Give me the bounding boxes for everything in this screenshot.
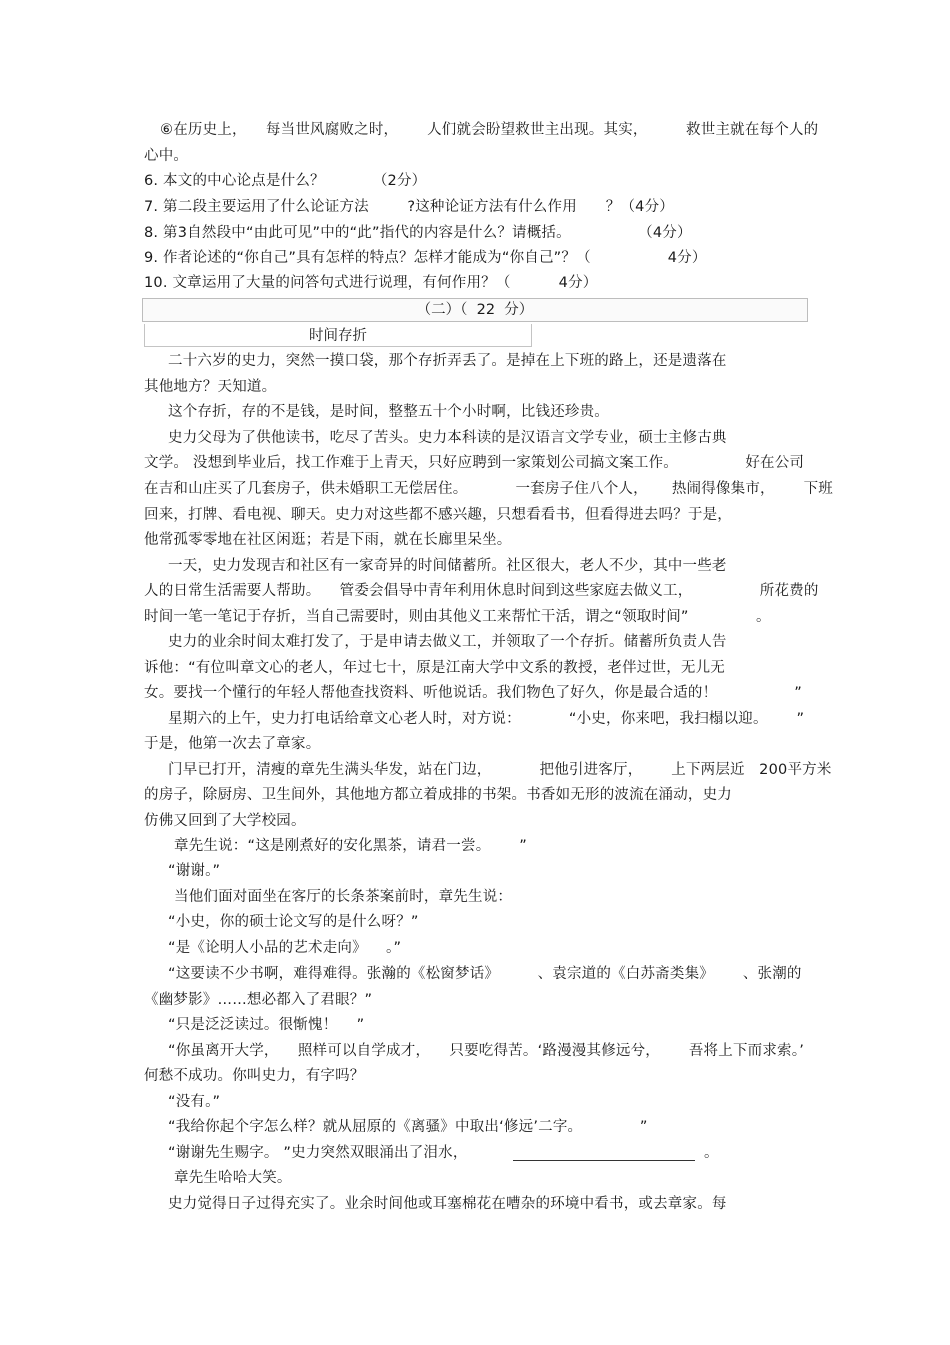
section-heading-bar	[142, 298, 808, 322]
story-line: “我给你起个字怎么样？就从屈原的《离骚》中取出‘修远’二字。 ”	[168, 1119, 648, 1135]
story-title: 时间存折	[309, 328, 367, 344]
story-line: “只是泛泛读过。很惭愧！ ”	[168, 1017, 365, 1033]
story-line: “没有。”	[168, 1094, 221, 1110]
story-line: 当他们面对面坐在客厅的长条茶案前时，章先生说：	[174, 889, 513, 905]
story-line: 于是，他第一次去了章家。	[144, 736, 321, 752]
story-line: “谢谢。”	[168, 863, 221, 879]
story-line: 门早已打开，清瘦的章先生满头华发，站在门边， 把他引进客厅， 上下两层近 200平方米	[168, 762, 832, 778]
story-line: 他常孤零零地在社区闲逛；若是下雨，就在长廊里呆坐。	[144, 532, 512, 548]
story-line: “是《论明人小品的艺术走向》 。”	[168, 940, 402, 956]
paragraph-6-line-1: ⑥在历史上， 每当世风腐败之时， 人们就会盼望救世主出现。其实， 救世主就在每个人的	[160, 122, 819, 138]
story-line: 在吉和山庄买了几套房子，供未婚职工无偿居住。 一套房子住八个人， 热闹得像集市， 下班	[144, 481, 833, 497]
story-line: 时间一笔一笔记于存折，当自己需要时，则由其他义工来帮忙干活，谓之“领取时间” 。	[144, 609, 771, 625]
section-heading: （二）（ 22 分）	[416, 302, 534, 318]
story-line: 其他地方？天知道。	[144, 379, 277, 395]
story-line: 一天，史力发现吉和社区有一家奇异的时间储蓄所。社区很大，老人不少，其中一些老	[168, 558, 727, 574]
story-line: 史力的业余时间太难打发了，于是申请去做义工，并领取了一个存折。储蓄所负责人告	[168, 634, 727, 650]
question-7: 7. 第二段主要运用了什么论证方法 ?这种论证方法有什么作用 ？（4分）	[144, 199, 674, 215]
story-line: 史力父母为了供他读书，吃尽了苦头。史力本科读的是汉语言文学专业，硕士主修古典	[168, 430, 727, 446]
story-line: “你虽离开大学， 照样可以自学成才， 只要吃得苦。‘路漫漫其修远兮， 吾将上下而求索。’	[168, 1043, 805, 1059]
question-10: 10. 文章运用了大量的问答句式进行说理，有何作用？（ 4分）	[144, 275, 598, 291]
story-line: “小史，你的硕士论文写的是什么呀？”	[168, 914, 419, 930]
story-line-end-mark: 。	[704, 1145, 719, 1161]
story-line: 女。要找一个懂行的年轻人帮他查找资料、听他说话。我们物色了好久，你是最合适的！ ”	[144, 685, 802, 701]
story-line: 回来，打牌、看电视、聊天。史力对这些都不感兴趣，只想看看书，但看得进去吗？于是，	[144, 507, 732, 523]
story-line: 人的日常生活需要人帮助。 管委会倡导中青年利用休息时间到这些家庭去做义工， 所花费的	[144, 583, 819, 599]
story-line: 这个存折，存的不是钱，是时间，整整五十个小时啊，比钱还珍贵。	[168, 404, 609, 420]
story-line: “谢谢先生赐字。 ”史力突然双眼涌出了泪水，	[168, 1145, 468, 1161]
story-line: 仿佛又回到了大学校园。	[144, 813, 306, 829]
answer-blank-line	[513, 1160, 695, 1161]
story-line: 的房子，除厨房、卫生间外，其他地方都立着成排的书架。书香如无形的波流在涌动，史力	[144, 787, 732, 803]
story-line: 章先生说：“这是刚煮好的安化黑茶，请君一尝。 ”	[174, 838, 527, 854]
paragraph-6-line-2: 心中。	[144, 148, 189, 164]
question-8: 8. 第3自然段中“由此可见”中的“此”指代的内容是什么？请概括。 （4分）	[144, 225, 692, 241]
story-line: 史力觉得日子过得充实了。业余时间他或耳塞棉花在嘈杂的环境中看书，或去章家。每	[168, 1196, 727, 1212]
story-line: 何愁不成功。你叫史力，有字吗？	[144, 1068, 365, 1084]
story-line: 章先生哈哈大笑。	[174, 1170, 292, 1186]
story-line: 二十六岁的史力，突然一摸口袋，那个存折弄丢了。是掉在上下班的路上，还是遗落在	[168, 353, 727, 369]
story-line: 诉他：“有位叫章文心的老人，年过七十，原是江南大学中文系的教授，老伴过世，无儿无	[144, 660, 726, 676]
question-6: 6. 本文的中心论点是什么？ （2分）	[144, 173, 427, 189]
story-line: 《幽梦影》……想必都入了君眼？”	[144, 992, 373, 1008]
story-line: “这要读不少书啊，难得难得。张瀚的《松窗梦话》 、袁宗道的《白苏斋类集》 、张潮的	[168, 966, 802, 982]
story-title-box	[144, 324, 532, 347]
story-line: 星期六的上午，史力打电话给章文心老人时，对方说： “小史，你来吧，我扫榻以迎。 ”	[168, 711, 805, 727]
question-9: 9. 作者论述的“你自己”具有怎样的特点？怎样才能成为“你自己”？（ 4分）	[144, 250, 707, 266]
story-line: 文学。 没想到毕业后，找工作难于上青天，只好应聘到一家策划公司搞文案工作。 好在公司	[144, 455, 805, 471]
